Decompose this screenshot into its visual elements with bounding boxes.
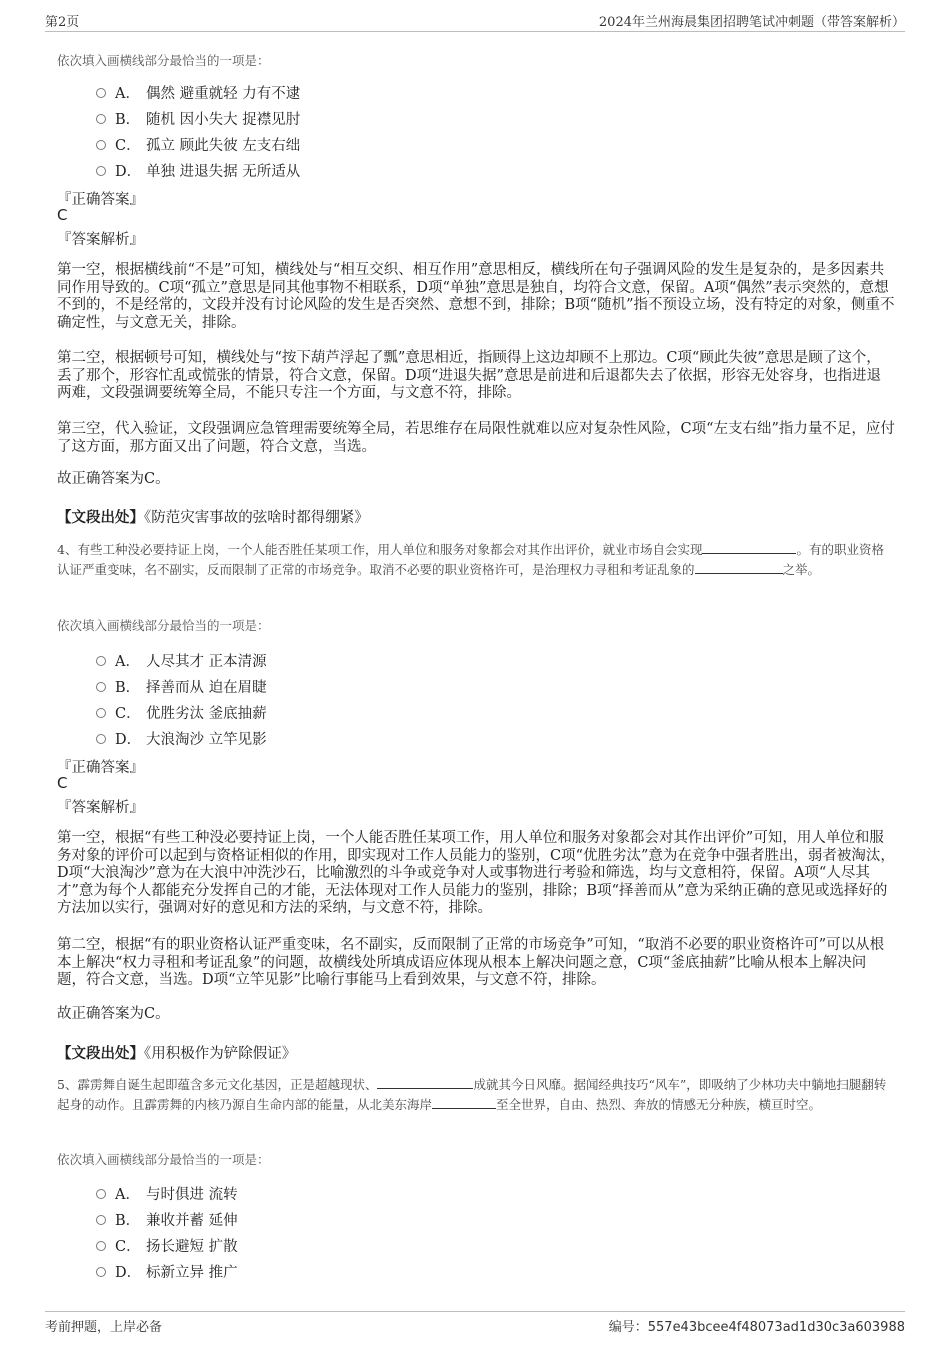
q4-answer: C [57,774,68,792]
page-footer [45,1311,905,1335]
answer-blank [377,1076,473,1089]
radio-icon[interactable] [96,1215,106,1225]
page-header [45,9,905,32]
q3-conclusion: 故正确答案为C。 [57,471,170,487]
q3-lead: 依次填入画横线部分最恰当的一项是： [57,53,270,68]
answer-blank [702,541,796,554]
q4-source [57,1042,890,1063]
q3-option-b[interactable]: B． 随机 因小失大 捉襟见肘 [96,108,300,128]
answer-blank [695,561,783,574]
q4-conclusion: 故正确答案为C。 [57,1006,170,1022]
q5-option-d[interactable]: D． 标新立异 推广 [96,1261,238,1281]
radio-icon[interactable] [96,656,106,666]
q5-lead: 依次填入画横线部分最恰当的一项是： [57,1152,270,1167]
page-number: 第2页 [45,15,80,30]
q4-analysis-para-2: 第二空，根据“有的职业资格认证严重变味，名不副实，反而限制了正常的市场竞争”可知，“取消不必要的职业资格许可”可以从根本上解决“权力寻租和考证乱象”的问题，故横线处所填成语应体现从根本上解决问题之意，C项“釜底抽薪”比喻从根本上解决问题，符合文意，当选。D项“立竿见影”比喻行事能马上看到效果，与文意不符，排除。 [57,937,885,988]
radio-icon[interactable] [96,1267,106,1277]
radio-icon[interactable] [96,140,106,150]
q3-analysis-para-2: 第二空，根据顿号可知，横线处与“按下葫芦浮起了瓢”意思相近，指顾得上这边却顾不上那边。C项“顾此失彼”意思是顾了这个，丢了那个，形容忙乱或慌张的情景，符合文意，保留。D项“进退失据”意思是前进和后退都失去了依据，形容无处容身，也指进退两难，文段强调要统筹全局，不能只专注一个方面，与文意不符，排除。 [57,350,881,401]
q4-option-d[interactable]: D． 大浪淘沙 立竿见影 [96,728,267,748]
source-title: 《防范灾害事故的弦啥时都得绷紧》 [144,510,369,526]
q4-option-a[interactable]: A． 人尽其才 正本清源 [96,650,267,670]
q5-question-text: 5、霹雳舞自诞生起即蕴含多元文化基因，正是超越现状、 成就其今日风靡。据闻经典技巧“风车”，即吸纳了少林功夫中躺地扫腿翻转起身的动作。且霹雳舞的内核乃源自生命内部的能量，从北美东海岸 至全世界，自由、热烈、奔放的情感无分种族，横亘时空。 [57,1077,887,1112]
radio-icon[interactable] [96,682,106,692]
answer-blank [432,1096,496,1109]
footer-slogan: 考前押题，上岸必备 [45,1320,163,1335]
document-code: 编号：557e43bcee4f48073ad1d30c3a603988 [608,1320,905,1335]
radio-icon[interactable] [96,88,106,98]
q3-option-c[interactable]: C． 孤立 顾此失彼 左支右绌 [96,134,300,154]
source-title: 《用积极作为铲除假证》 [144,1046,297,1062]
q5-option-b[interactable]: B． 兼收并蓄 延伸 [96,1209,238,1229]
radio-icon[interactable] [96,1189,106,1199]
document-title: 2024年兰州海晨集团招聘笔试冲刺题（带答案解析） [598,15,905,30]
source-tag: 【文段出处】 [57,1045,144,1062]
q4-answer-tag: 『正确答案』 [57,760,144,776]
radio-icon[interactable] [96,114,106,124]
q4-lead: 依次填入画横线部分最恰当的一项是： [57,618,270,633]
radio-icon[interactable] [96,1241,106,1251]
q4-analysis-para-1: 第一空，根据“有些工种没必要持证上岗，一个人能否胜任某项工作，用人单位和服务对象都会对其作出评价”可知，用人单位和服务对象的评价可以起到与资格证相似的作用，即实现对工作人员能力的鉴别，C项“优胜劣汰”意为在竞争中强者胜出，弱者被淘汰，D项“大浪淘沙”意为在大浪中冲洗沙石，比喻激烈的斗争或竞争对人或事物进行考验和筛选，均与文意相符，保留。A项“人尽其才”意为每个人都能充分发挥自己的才能，无法体现对工作人员能力的鉴别，排除；B项“择善而从”意为采纳正确的意见或选择好的方法加以实行，强调对好的意见和方法的采纳，与文意不符，排除。 [57,830,895,916]
q3-option-a[interactable]: A． 偶然 避重就轻 力有不逮 [96,82,300,102]
q3-answer: C [57,206,68,224]
q4-question-text: 4、有些工种没必要持证上岗，一个人能否胜任某项工作，用人单位和服务对象都会对其作出评价，就业市场自会实现 。有的职业资格认证严重变味，名不副实，反而限制了正常的市场竞争。取消不必要的职业资格许可，是治理权力寻租和考证乱象的 之举。 [57,542,884,577]
q3-source [57,506,890,527]
q3-analysis-tag: 『答案解析』 [57,232,144,248]
radio-icon[interactable] [96,166,106,176]
source-tag: 【文段出处】 [57,509,144,526]
q4-analysis-tag: 『答案解析』 [57,800,144,816]
q3-option-d[interactable]: D． 单独 进退失据 无所适从 [96,160,300,180]
radio-icon[interactable] [96,734,106,744]
q3-analysis-para-1: 第一空，根据横线前“不是”可知，横线处与“相互交织、相互作用”意思相反，横线所在句子强调风险的发生是复杂的，是多因素共同作用导致的。C项“孤立”意思是同其他事物不相联系，D项“单独”意思是独自，均符合文意，保留。A项“偶然”表示突然的，意想不到的，不是经常的，文段并没有讨论风险的发生是否突然、意想不到，排除；B项“随机”指不预设立场，没有特定的对象，侧重不确定性，与文意无关，排除。 [57,262,895,331]
q3-analysis-para-3: 第三空，代入验证，文段强调应急管理需要统筹全局，若思维存在局限性就难以应对复杂性风险，C项“左支右绌”指力量不足，应付了这方面，那方面又出了问题，符合文意，当选。 [57,421,895,455]
q5-option-a[interactable]: A． 与时俱进 流转 [96,1183,238,1203]
q5-option-c[interactable]: C． 扬长避短 扩散 [96,1235,238,1255]
q4-option-c[interactable]: C． 优胜劣汰 釜底抽薪 [96,702,267,722]
radio-icon[interactable] [96,708,106,718]
q4-option-b[interactable]: B． 择善而从 迫在眉睫 [96,676,267,696]
q3-answer-tag: 『正确答案』 [57,192,144,208]
